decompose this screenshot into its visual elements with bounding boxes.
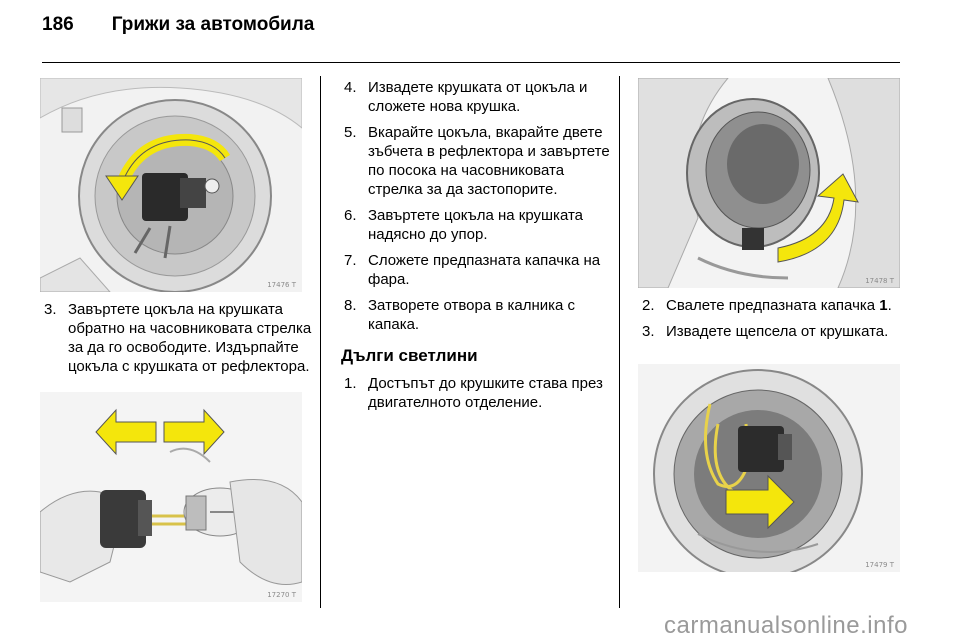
list-item (344, 78, 610, 116)
header-divider (42, 62, 900, 63)
step-text: Затворете отвора в калника с капака. (368, 297, 576, 333)
step-text-end: . (887, 297, 892, 314)
col2-step-list (344, 78, 610, 341)
step-number: 1. (344, 375, 357, 392)
cap-removal-illustration (638, 78, 900, 288)
step-number: 3. (642, 323, 655, 340)
list-item (344, 206, 610, 244)
column-divider-2 (619, 76, 620, 608)
list-item (344, 296, 610, 334)
step-text: Вкарайте цокъла, вкарайте двете зъбчета в рефлектора и завъртете по посока на часовниковата стрелка за да застопорите. (368, 124, 610, 198)
step-number: 2. (642, 297, 655, 314)
figure-code: 17476 T (267, 281, 296, 289)
list-item (344, 251, 610, 289)
page-title: Грижи за автомобила (111, 14, 315, 35)
step-number: 5. (344, 124, 357, 141)
figure-code: 17479 T (865, 561, 894, 569)
step-text: Сложете предпазната капачка на фара. (368, 252, 601, 288)
col2-section-step-list (344, 374, 610, 419)
list-item (344, 374, 610, 412)
column-divider-1 (320, 76, 321, 608)
step-number: 7. (344, 252, 357, 269)
figure-cap-removal (638, 78, 900, 288)
page-header (42, 14, 314, 44)
col1-step-list (44, 300, 314, 383)
figure-bulb-removal (40, 392, 302, 602)
socket-rotation-illustration (40, 78, 302, 292)
figure-code: 17270 T (267, 591, 296, 599)
step-number: 4. (344, 79, 357, 96)
col3-step-list (642, 296, 904, 348)
figure-socket-rotation (40, 78, 302, 292)
plug-removal-illustration (638, 364, 900, 572)
list-item (344, 123, 610, 199)
list-item (642, 296, 904, 315)
section-title-high-beam: Дълги светлини (341, 346, 478, 365)
watermark-text: carmanualsonline.info (664, 612, 908, 639)
figure-code: 17478 T (865, 277, 894, 285)
step-text: Извадете щепсела от крушката. (666, 323, 889, 340)
step-text: Достъпът до крушките става през двигателното отделение. (368, 375, 603, 411)
bulb-removal-illustration (40, 392, 302, 602)
page-number: 186 (42, 14, 74, 35)
step-number: 8. (344, 297, 357, 314)
figure-plug-removal (638, 364, 900, 572)
step-text: Извадете крушката от цокъла и сложете нова крушка. (368, 79, 588, 115)
callout-number: 1 (879, 297, 888, 314)
step-text: Завъртете цокъла на крушката надясно до упор. (368, 207, 583, 243)
step-number: 6. (344, 207, 357, 224)
step-number: 3. (44, 301, 57, 318)
list-item (44, 300, 314, 376)
list-item (642, 322, 904, 341)
step-text: Свалете предпазната капачка (666, 297, 880, 314)
step-text: Завъртете цокъла на крушката обратно на часовниковата стрелка за да го освободите. Издърпайте цокъла с крушката от рефлектора. (68, 301, 312, 375)
